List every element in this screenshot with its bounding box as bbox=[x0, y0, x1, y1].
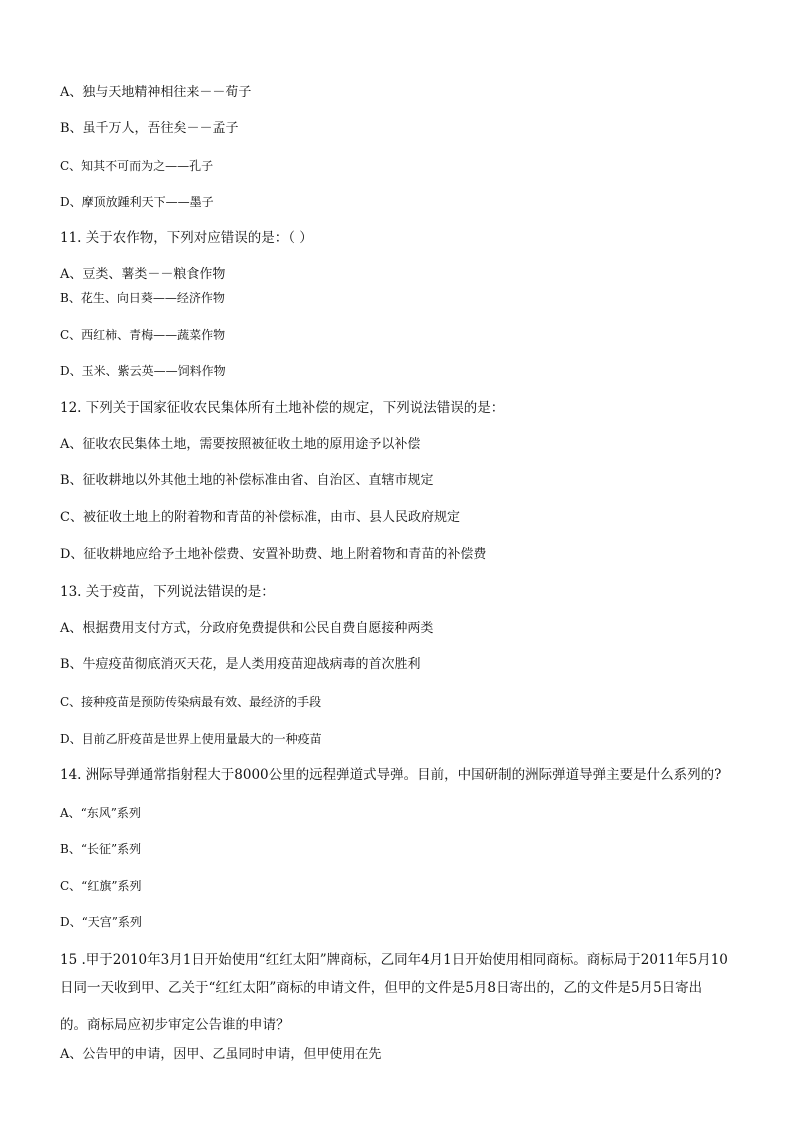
q14-option-c: C、“红旗”系列 bbox=[60, 879, 142, 893]
q13-option-c: C、接种疫苗是预防传染病最有效、最经济的手段 bbox=[60, 695, 322, 709]
q15-question-line-1: 15 .甲于2010年3月1日开始使用“红红太阳”牌商标，乙同年4月1日开始使用相同商标。商标局于2011年5月10 bbox=[60, 952, 728, 968]
q15-question-line-2: 日同一天收到甲、乙关于“红红太阳”商标的申请文件，但甲的文件是5月8日寄出的，乙的文件是5月5日寄出 bbox=[60, 980, 703, 996]
q14-option-b: B、“长征”系列 bbox=[60, 842, 142, 856]
q11-option-c: C、西红柿、青梅——蔬菜作物 bbox=[60, 328, 226, 342]
q13-option-d: D、目前乙肝疫苗是世界上使用量最大的一种疫苗 bbox=[60, 732, 322, 746]
q11-option-a: A、豆类、薯类－－粮食作物 bbox=[60, 267, 226, 282]
q11-option-d: D、玉米、紫云英——饲料作物 bbox=[60, 364, 226, 378]
q10-option-c: C、知其不可而为之——孔子 bbox=[60, 159, 214, 173]
q14-option-d: D、“天宫”系列 bbox=[60, 915, 142, 929]
q15-option-a: A、公告甲的申请，因甲、乙虽同时申请，但甲使用在先 bbox=[60, 1047, 382, 1062]
q13-question: 13. 关于疫苗，下列说法错误的是： bbox=[60, 584, 275, 600]
q13-option-b: B、牛痘疫苗彻底消灭天花，是人类用疫苗迎战病毒的首次胜利 bbox=[60, 657, 421, 672]
q11-question: 11. 关于农作物，下列对应错误的是：（ ） bbox=[60, 230, 313, 246]
q12-option-b: B、征收耕地以外其他土地的补偿标准由省、自治区、直辖市规定 bbox=[60, 473, 434, 488]
q14-question: 14. 洲际导弹通常指射程大于8000公里的远程弹道式导弹。目前，中国研制的洲际弹道导弹主要是什么系列的? bbox=[60, 767, 722, 783]
q10-option-d: D、摩顶放踵利天下——墨子 bbox=[60, 195, 214, 209]
q12-option-a: A、征收农民集体土地，需要按照被征收土地的原用途予以补偿 bbox=[60, 437, 421, 452]
q15-question-line-3: 的。商标局应初步审定公告谁的申请？ bbox=[60, 1017, 290, 1033]
q10-option-b: B、虽千万人，吾往矣－－孟子 bbox=[60, 121, 239, 136]
q14-option-a: A、“东风”系列 bbox=[60, 806, 141, 820]
q12-question: 12. 下列关于国家征收农民集体所有土地补偿的规定，下列说法错误的是： bbox=[60, 400, 505, 416]
q11-option-b: B、花生、向日葵——经济作物 bbox=[60, 291, 225, 305]
q12-option-d: D、征收耕地应给予土地补偿费、安置补助费、地上附着物和青苗的补偿费 bbox=[60, 547, 487, 562]
q10-option-a: A、独与天地精神相往来－－荀子 bbox=[60, 85, 252, 100]
q13-option-a: A、根据费用支付方式，分政府免费提供和公民自费自愿接种两类 bbox=[60, 621, 434, 636]
q12-option-c: C、被征收土地上的附着物和青苗的补偿标准，由市、县人民政府规定 bbox=[60, 510, 460, 525]
